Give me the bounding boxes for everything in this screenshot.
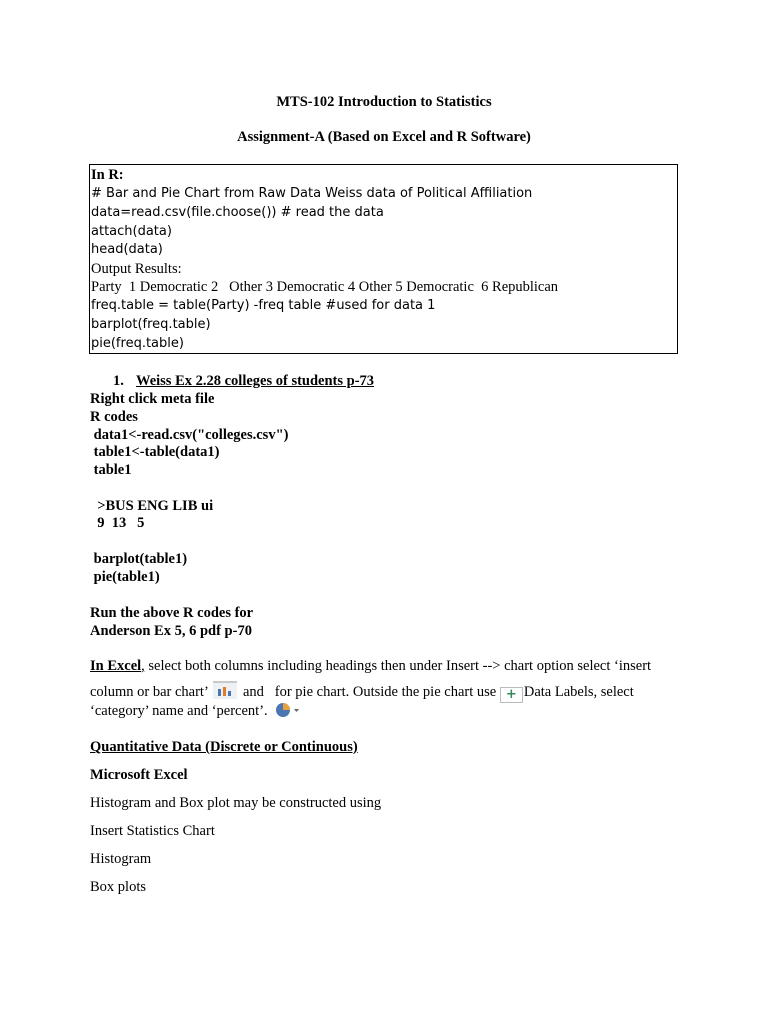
excel-text: and for pie chart. Outside the pie chart use — [239, 684, 500, 700]
r-box-line: Party 1 Democratic 2 Other 3 Democratic 4 Other 5 Democratic 6 Republican — [91, 279, 559, 295]
quant-line: Insert Statistics Chart — [90, 823, 215, 839]
excel-lead: In Excel — [90, 658, 142, 674]
r-box-line: # Bar and Pie Chart from Raw Data Weiss data of Political Affiliation — [91, 186, 533, 201]
excel-paragraph-line1 — [90, 657, 651, 675]
section1-line: Right click meta file — [90, 391, 215, 407]
document-title: MTS-102 Introduction to Statistics — [276, 94, 492, 110]
pie-chart-icon — [275, 702, 301, 718]
quant-line: Histogram — [90, 851, 152, 867]
excel-paragraph-line3 — [90, 702, 301, 720]
r-code-line: table1<-table(data1) — [90, 444, 220, 460]
r-output-line: >BUS ENG LIB ui — [90, 498, 214, 514]
excel-paragraph-line2 — [90, 681, 634, 703]
r-code-line: data1<-read.csv("colleges.csv") — [90, 427, 289, 443]
section1-line: Run the above R codes for — [90, 605, 254, 621]
quant-line: Histogram and Box plot may be constructed using — [90, 795, 382, 811]
r-output-line: 9 13 5 — [90, 515, 145, 531]
section1-line: R codes — [90, 409, 138, 425]
r-box-line: data=read.csv(file.choose()) # read the data — [91, 205, 384, 220]
bar-chart-icon — [213, 681, 237, 699]
r-code-line: barplot(table1) — [90, 551, 188, 567]
excel-text: ‘category’ name and ‘percent’. — [90, 703, 272, 719]
section1-heading: Weiss Ex 2.28 colleges of students p-73 — [136, 373, 375, 389]
r-box-line: attach(data) — [91, 224, 172, 239]
r-code-line: table1 — [90, 462, 132, 478]
section1-line: Anderson Ex 5, 6 pdf p-70 — [90, 623, 252, 639]
quant-line: Box plots — [90, 879, 146, 895]
excel-text: column or bar chart’ — [90, 684, 212, 700]
quantitative-heading: Quantitative Data (Discrete or Continuous) — [90, 739, 358, 755]
assignment-subtitle: Assignment-A (Based on Excel and R Software) — [237, 129, 531, 145]
r-code-line: pie(table1) — [90, 569, 160, 585]
r-box-line: pie(freq.table) — [91, 336, 184, 351]
r-box-line: freq.table = table(Party) -freq table #used for data 1 — [91, 298, 436, 313]
r-box-line: Output Results: — [91, 261, 182, 277]
list-number: 1. — [113, 373, 124, 389]
r-box-line: barplot(freq.table) — [91, 317, 211, 332]
r-box-heading: In R: — [91, 167, 124, 183]
excel-comma: , — [141, 658, 145, 674]
excel-text: select both columns including headings then under Insert --> chart option select ‘insert — [144, 658, 652, 674]
excel-text: Data Labels, select — [523, 684, 634, 700]
plus-icon: + — [500, 687, 523, 703]
r-box-line: head(data) — [91, 242, 163, 257]
r-code-box — [89, 164, 678, 354]
excel-subheading: Microsoft Excel — [90, 767, 188, 783]
